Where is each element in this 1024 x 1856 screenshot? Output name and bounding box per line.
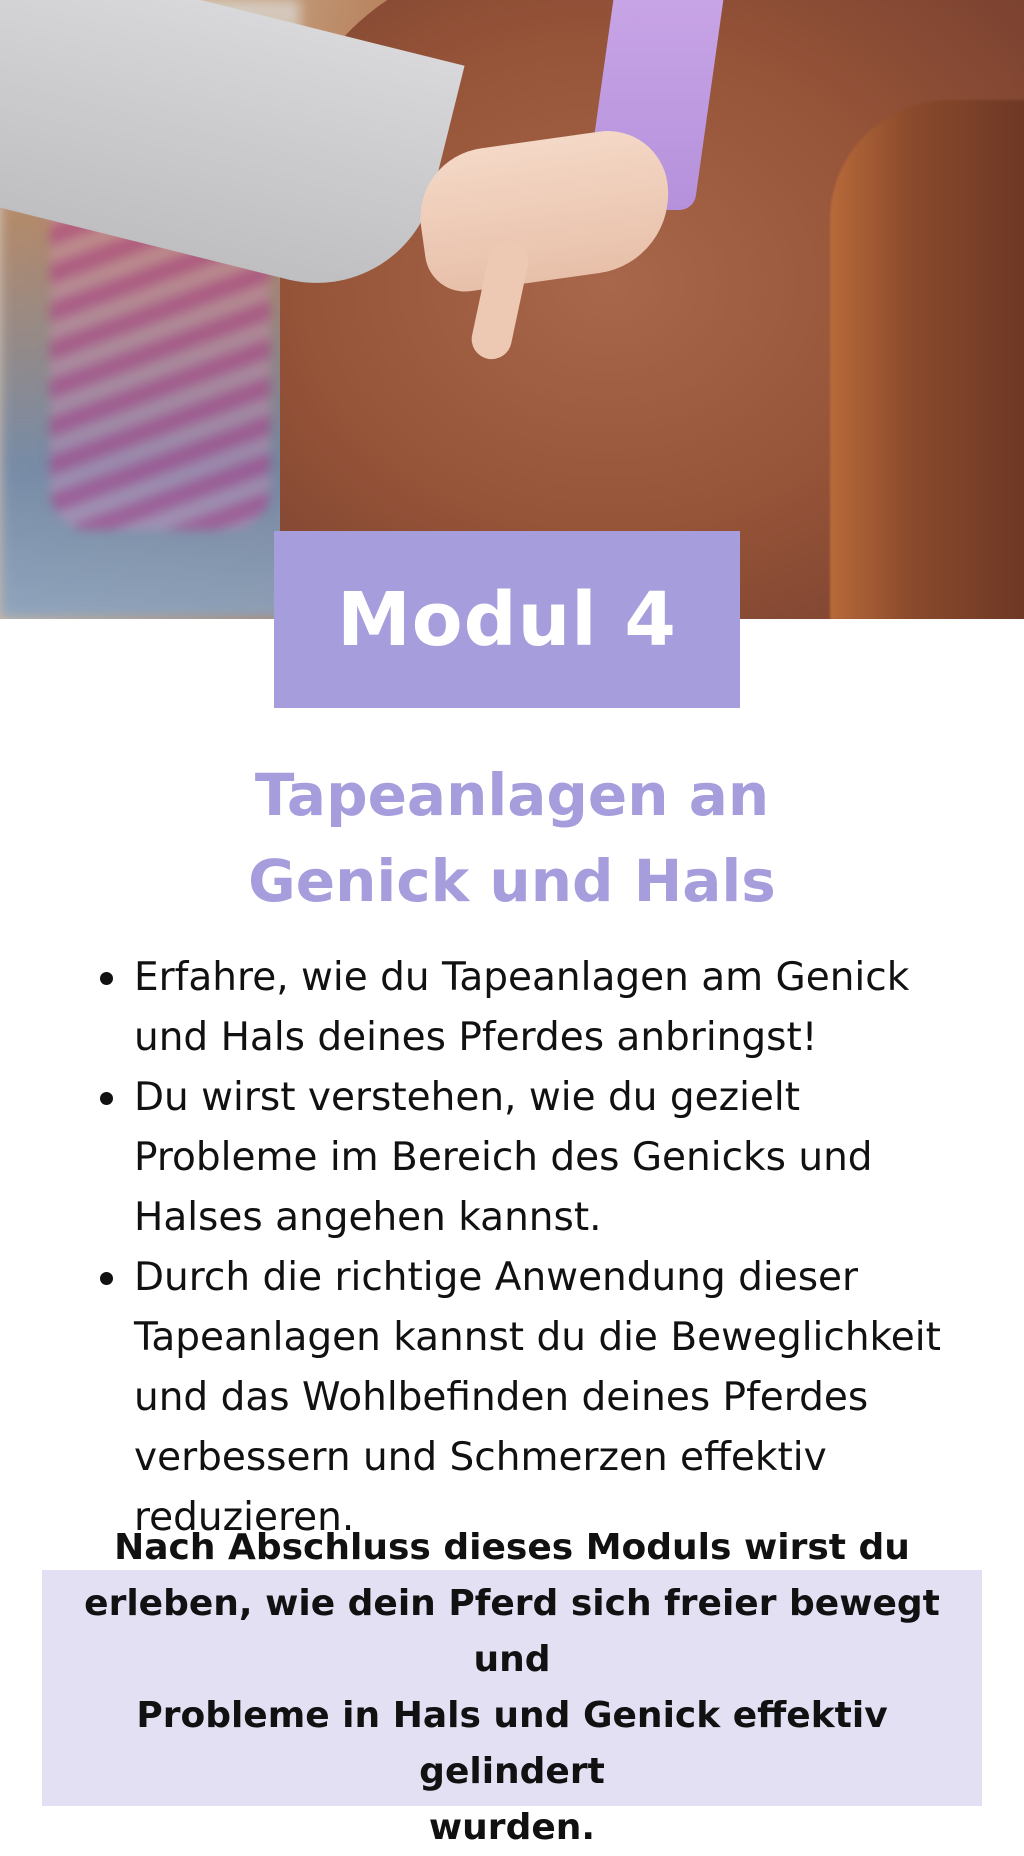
- modul-label-box: [274, 531, 740, 708]
- bullet-line: Durch die richtige Anwendung dieser: [134, 1255, 859, 1300]
- modul-title: Modul 4: [337, 576, 677, 663]
- bullet-list: [0, 948, 1024, 1548]
- bullet-line: Erfahre, wie du Tapeanlagen am Genick: [134, 955, 910, 1000]
- summary-line: Nach Abschluss dieses Moduls wirst du: [114, 1527, 910, 1568]
- hero-photo: [0, 0, 1024, 619]
- bullet-line: Du wirst verstehen, wie du gezielt: [134, 1075, 801, 1120]
- bullet-item: [0, 1248, 1024, 1548]
- summary-line: Probleme in Hals und Genick effektiv gelindert: [136, 1695, 888, 1792]
- horse-mane: [830, 100, 1024, 619]
- bullet-line: und das Wohlbefinden deines Pferdes: [134, 1375, 869, 1420]
- bullet-item: [0, 1068, 1024, 1248]
- summary-line: erleben, wie dein Pferd sich freier bewegt und: [84, 1583, 940, 1680]
- summary-text: [42, 1520, 982, 1856]
- bullet-line: Tapeanlagen kannst du die Beweglichkeit: [134, 1315, 941, 1360]
- summary-line: wurden.: [428, 1807, 596, 1848]
- module-subtitle: [0, 752, 1024, 924]
- subtitle-line-1: Tapeanlagen an: [254, 761, 770, 829]
- bullet-line: Halses angehen kannst.: [134, 1195, 602, 1240]
- bullet-line: verbessern und Schmerzen effektiv: [134, 1435, 827, 1480]
- bullet-line: und Hals deines Pferdes anbringst!: [134, 1015, 818, 1060]
- summary-box: [42, 1527, 982, 1848]
- bullet-line: reduzieren.: [134, 1495, 355, 1540]
- bullet-item: [0, 948, 1024, 1068]
- bullet-line: Probleme im Bereich des Genicks und: [134, 1135, 873, 1180]
- subtitle-line-2: Genick und Hals: [248, 847, 776, 915]
